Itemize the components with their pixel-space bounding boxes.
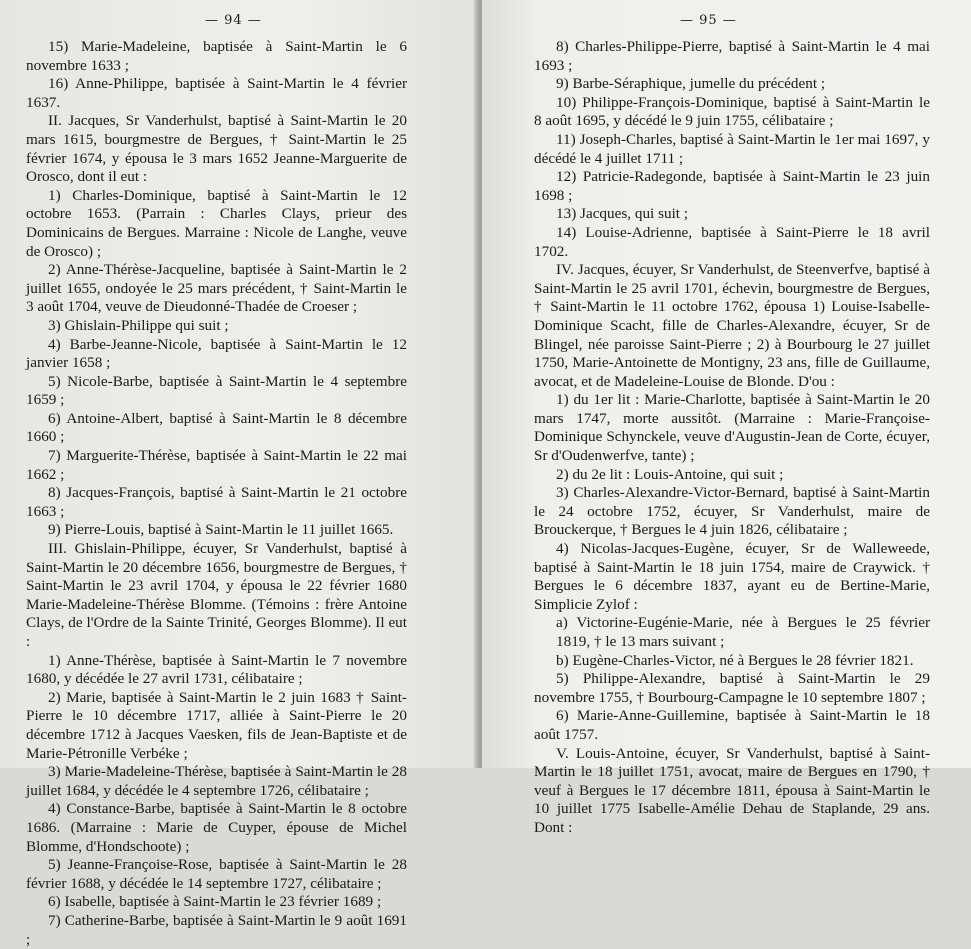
left-page <box>0 0 478 948</box>
paragraph: 4) Barbe-Jeanne-Nicole, baptisée à Saint-Martin le 12 janvier 1658 ; <box>26 335 407 372</box>
paragraph: 7) Catherine-Barbe, baptisée à Saint-Martin le 9 août 1691 ; <box>26 911 407 948</box>
paragraph: 5) Nicole-Barbe, baptisée à Saint-Martin le 4 septembre 1659 ; <box>26 372 407 409</box>
paragraph: 5) Jeanne-Françoise-Rose, baptisée à Saint-Martin le 28 février 1688, y décédée le 14 septembre 1727, célibataire ; <box>26 856 407 892</box>
paragraph: 4) Nicolas-Jacques-Eugène, écuyer, Sr de Walleweede, baptisé à Saint-Martin le 18 juin 1754, maire de Craywick. † Bergues le 6 décembre 1837, ayant eu de Bertine-Marie, Simplicie Zylof : <box>534 540 930 613</box>
paragraph: V. Louis-Antoine, écuyer, Sr Vanderhulst, baptisé à Saint-Martin le 18 juillet 1751, avocat, maire de Bergues en 1790, † veuf à Bergues le 17 décembre 1811, épousa à Saint-Martin le 10 juillet 1775 Isabelle-Amélie Dehau de Staplande, 29 ans. Dont : <box>534 744 930 836</box>
paragraph: 9) Pierre-Louis, baptisé à Saint-Martin le 11 juillet 1665. <box>48 521 394 539</box>
paragraph: 2) Marie, baptisée à Saint-Martin le 2 juin 1683 † Saint-Pierre le 10 décembre 1717, alliée à Saint-Pierre le 20 décembre 1712 à Jacques Vaesken, fils de Jean-Baptiste et de Marie-Pétronille Verbéke ; <box>26 688 407 762</box>
paragraph: 16) Anne-Philippe, baptisée à Saint-Martin le 4 février 1637. <box>26 75 407 111</box>
paragraph: 3) Marie-Madeleine-Thérèse, baptisée à Saint-Martin le 28 juillet 1684, y décédée le 4 septembre 1726, célibataire ; <box>26 763 407 799</box>
paragraph: 6) Isabelle, baptisée à Saint-Martin le 23 février 1689 ; <box>48 893 382 911</box>
paragraph: 4) Constance-Barbe, baptisée à Saint-Martin le 8 octobre 1686. (Marraine : Marie de Cuyper, épouse de Michel Blomme, d'Hondschoote) ; <box>26 800 407 855</box>
paragraph: b) Eugène-Charles-Victor, né à Bergues le 28 février 1821. <box>556 651 914 669</box>
page-number: — 95 — <box>680 13 737 28</box>
paragraph: 7) Marguerite-Thérèse, baptisée à Saint-Martin le 22 mai 1662 ; <box>26 447 407 483</box>
paragraph: 1) Anne-Thérèse, baptisée à Saint-Martin le 7 novembre 1680, y décédée le 27 avril 1731, célibataire ; <box>26 651 407 688</box>
paragraph: II. Jacques, Sr Vanderhulst, baptisé à Saint-Martin le 20 mars 1615, bourgmestre de Bergues, † Saint-Martin le 25 février 1674, y épousa le 3 mars 1652 Jeanne-Marguerite de Orosco, dont il eut : <box>26 112 407 186</box>
paragraph: 11) Joseph-Charles, baptisé à Saint-Martin le 1er mai 1697, y décédé le 4 juillet 1711 ; <box>534 130 930 167</box>
paragraph: 8) Charles-Philippe-Pierre, baptisé à Saint-Martin le 4 mai 1693 ; <box>534 38 930 74</box>
paragraph: 5) Philippe-Alexandre, baptisé à Saint-Martin le 29 novembre 1755, † Bourbourg-Campagne le 10 septembre 1807 ; <box>534 670 930 706</box>
paragraph: a) Victorine-Eugénie-Marie, née à Bergues le 25 février 1819, † le 13 mars suivant ; <box>556 614 930 650</box>
paragraph: 1) Charles-Dominique, baptisé à Saint-Martin le 12 octobre 1653. (Parrain : Charles Clays, prieur des Dominicains de Bergues. Marraine : Nicole de Langhe, veuve de Orosco) ; <box>26 186 407 260</box>
paragraph: 12) Patricie-Radegonde, baptisée à Saint-Martin le 23 juin 1698 ; <box>534 168 930 204</box>
paragraph: 3) Charles-Alexandre-Victor-Bernard, baptisé à Saint-Martin le 24 octobre 1752, écuyer, Sr Vanderhulst, maire de Brouckerque, † Bergues le 4 juin 1826, célibataire ; <box>534 484 930 539</box>
page-text <box>26 38 407 949</box>
page-text <box>534 38 930 838</box>
paragraph: III. Ghislain-Philippe, écuyer, Sr Vanderhulst, baptisé à Saint-Martin le 20 décembre 1656, bourgmestre de Bergues, † Saint-Martin le 23 avril 1704, y épousa le 22 février 1680 Marie-Madeleine-Thérèse Blomme. (Témoins : frère Antoine Clays, de l'Ordre de la Sainte Trinité, Georges Blomme). Il eut : <box>26 540 407 650</box>
page-number: — 94 — <box>205 13 262 28</box>
paragraph: 6) Antoine-Albert, baptisé à Saint-Martin le 8 décembre 1660 ; <box>26 409 407 446</box>
paragraph: 3) Ghislain-Philippe qui suit ; <box>48 316 229 334</box>
paragraph: IV. Jacques, écuyer, Sr Vanderhulst, de Steenverfve, baptisé à Saint-Martin le 25 avril 1701, échevin, bourgmestre de Bergues, † Saint-Martin le 11 octobre 1762, épousa 1) Louise-Isabelle-Dominique Scacht, fille de Charles-Alexandre, écuyer, Sr de Blingel, née paroisse Saint-Pierre ; 2) à Bourbourg le 27 juillet 1750, Marie-Antoinette de Montigny, 23 ans, fille de Guillaume, avocat, et de Madeleine-Louise de Blonde. D'ou : <box>534 261 930 390</box>
paragraph: 2) Anne-Thérèse-Jacqueline, baptisée à Saint-Martin le 2 juillet 1655, ondoyée le 25 mars précédent, † Saint-Martin le 3 août 1704, veuve de Dieudonné-Thadée de Croeser ; <box>26 261 407 316</box>
paragraph: 6) Marie-Anne-Guillemine, baptisée à Saint-Martin le 18 août 1757. <box>534 707 930 743</box>
paragraph: 13) Jacques, qui suit ; <box>556 205 689 223</box>
paragraph: 2) du 2e lit : Louis-Antoine, qui suit ; <box>556 465 784 483</box>
right-page <box>482 0 971 836</box>
paragraph: 10) Philippe-François-Dominique, baptisé à Saint-Martin le 8 août 1695, y décédé le 9 juin 1755, célibataire ; <box>534 93 930 130</box>
paragraph: 14) Louise-Adrienne, baptisée à Saint-Pierre le 18 avril 1702. <box>534 223 930 260</box>
paragraph: 1) du 1er lit : Marie-Charlotte, baptisée à Saint-Martin le 20 mars 1747, morte aussitôt. (Marraine : Marie-Françoise-Dominique Schynckele, veuve d'Augustin-Jean de Corte, écuyer, Sr d'Oudenwerfve, tante) ; <box>534 391 930 465</box>
paragraph: 8) Jacques-François, baptisé à Saint-Martin le 21 octobre 1663 ; <box>26 484 407 520</box>
paragraph: 15) Marie-Madeleine, baptisée à Saint-Martin le 6 novembre 1633 ; <box>26 38 407 74</box>
paragraph: 9) Barbe-Séraphique, jumelle du précédent ; <box>556 75 826 93</box>
